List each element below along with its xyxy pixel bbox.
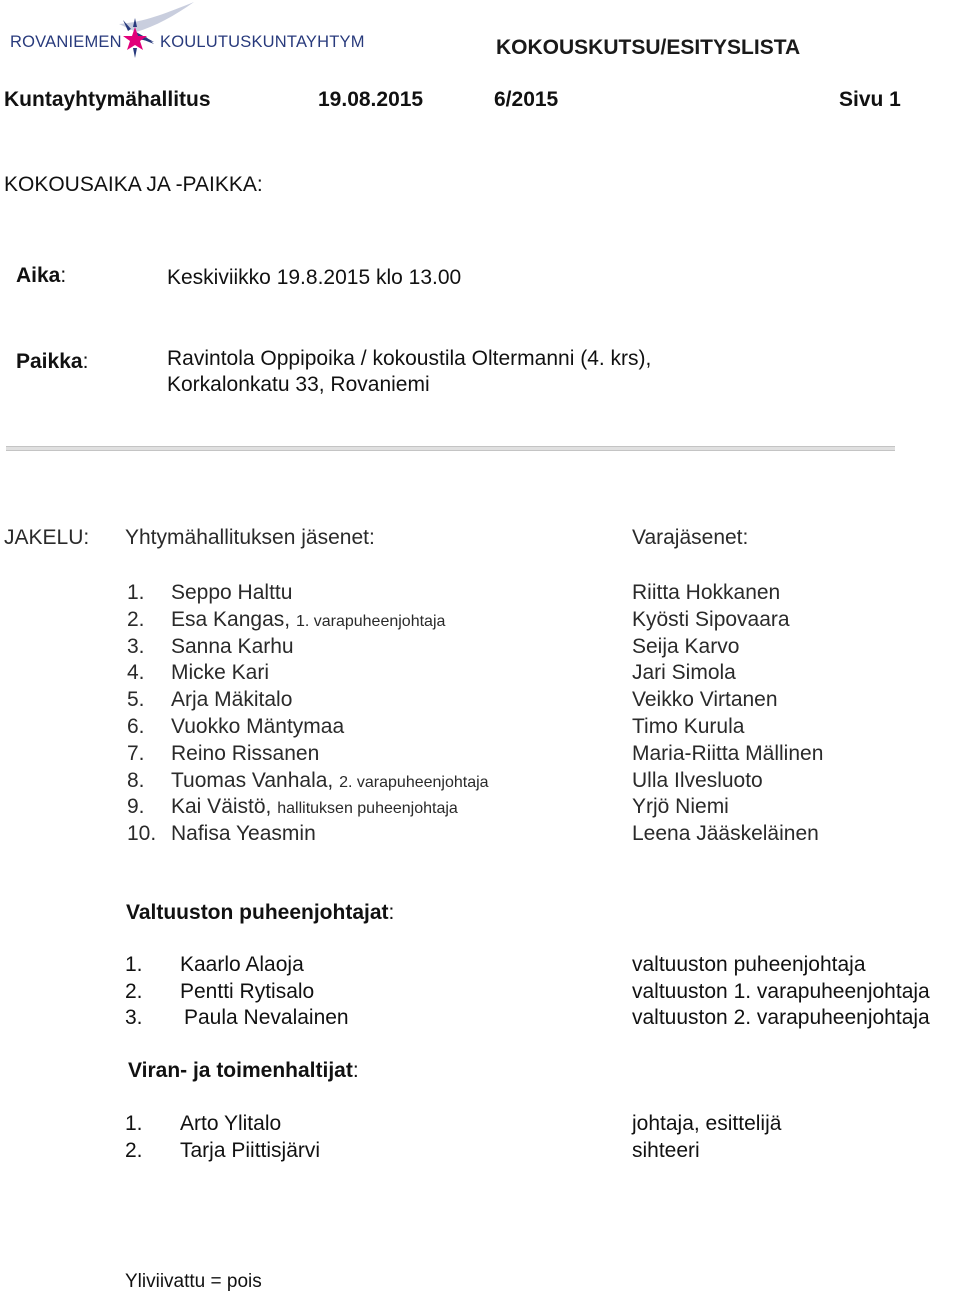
member-name: Seppo Halttu	[171, 581, 293, 604]
member-name: Micke Kari	[171, 661, 270, 685]
member-name-cell	[171, 581, 292, 605]
officials-heading-colon: :	[352, 1059, 359, 1082]
member-number: 1.	[127, 581, 145, 604]
member-name: Kai Väistö,	[171, 795, 272, 819]
member-name: Vuokko Mäntymaa	[171, 715, 345, 738]
deputy-name: Veikko Virtanen	[632, 688, 778, 712]
member-name-cell	[171, 742, 319, 766]
logo-text-left: ROVANIEMEN	[10, 33, 122, 51]
person-name: Pentti Rytisalo	[180, 979, 315, 1003]
deputy-name: Ulla Ilvesluoto	[632, 768, 763, 792]
member-row	[0, 635, 960, 662]
meeting-number: 6/2015	[494, 88, 559, 111]
organization-logo	[4, 0, 364, 62]
distribution-label: JAKELU:	[4, 526, 90, 549]
meeting-section-title: KOKOUSAIKA JA -PAIKKA:	[4, 173, 263, 196]
place-label-colon: :	[82, 350, 89, 373]
member-number: 4.	[127, 661, 145, 685]
member-role: hallituksen puheenjohtaja	[277, 800, 458, 818]
member-number: 6.	[127, 715, 145, 738]
person-name: Paula Nevalainen	[184, 1006, 349, 1029]
member-number: 7.	[127, 741, 145, 765]
place-label-text: Paikka	[16, 350, 83, 373]
member-name-cell	[171, 688, 292, 712]
person-role: valtuuston 2. varapuheenjohtaja	[632, 1006, 930, 1029]
time-label-colon: :	[60, 264, 67, 287]
section-divider	[6, 446, 895, 451]
member-name: Reino Rissanen	[171, 741, 320, 765]
deputy-name: Maria-Riitta Mällinen	[632, 741, 824, 765]
place-label	[16, 350, 88, 374]
member-row	[0, 822, 960, 849]
member-role: 1. varapuheenjohtaja	[295, 612, 446, 630]
logo-star-icon	[4, 0, 364, 62]
footnote: Yliviivattu = pois	[125, 1271, 262, 1292]
row-number: 1.	[125, 953, 143, 976]
row-number: 2.	[125, 1138, 143, 1162]
body-name: Kuntayhtymähallitus	[4, 88, 211, 111]
council-chairs-heading-text: Valtuuston puheenjohtajat	[126, 901, 389, 924]
row-number: 2.	[125, 979, 143, 1003]
member-number: 9.	[127, 795, 145, 819]
member-row	[0, 715, 960, 742]
row-number: 3.	[125, 1006, 143, 1029]
officials-heading-text: Viran- ja toimenhaltijat	[128, 1059, 353, 1082]
member-row	[0, 581, 960, 608]
member-row	[0, 795, 960, 822]
member-name: Arja Mäkitalo	[171, 688, 293, 712]
person-name: Tarja Piittisjärvi	[180, 1138, 321, 1162]
page-number: Sivu 1	[839, 88, 901, 111]
member-name: Sanna Karhu	[171, 634, 294, 658]
member-row	[0, 688, 960, 715]
deputy-name: Jari Simola	[632, 661, 736, 685]
member-number: 10.	[127, 822, 157, 846]
member-name: Tuomas Vanhala,	[171, 768, 334, 792]
member-name-cell	[171, 715, 344, 739]
person-role: valtuuston 1. varapuheenjohtaja	[632, 979, 930, 1003]
person-role: johtaja, esittelijä	[632, 1112, 782, 1135]
person-name: Kaarlo Alaoja	[180, 953, 304, 976]
time-label	[16, 264, 66, 288]
chairs-row	[0, 1006, 960, 1033]
meeting-date: 19.08.2015	[318, 88, 424, 111]
member-row	[0, 661, 960, 688]
member-number: 2.	[127, 607, 145, 631]
deputies-heading: Varajäsenet:	[632, 526, 749, 549]
logo-text-right: KOULUTUSKUNTAYHTYMÄ	[160, 33, 364, 51]
time-value: Keskiviikko 19.8.2015 klo 13.00	[167, 266, 462, 289]
member-number: 5.	[127, 688, 145, 712]
member-name-cell	[171, 635, 294, 659]
place-line-2: Korkalonkatu 33, Rovaniemi	[167, 373, 430, 396]
member-name: Nafisa Yeasmin	[171, 822, 316, 846]
person-name: Arto Ylitalo	[180, 1112, 282, 1135]
member-name-cell	[171, 769, 489, 793]
deputy-name: Leena Jääskeläinen	[632, 822, 819, 846]
member-number: 8.	[127, 768, 145, 792]
deputy-name: Kyösti Sipovaara	[632, 607, 790, 631]
chairs-row	[0, 980, 960, 1007]
council-chairs-heading	[126, 901, 394, 925]
row-number: 1.	[125, 1112, 143, 1135]
deputy-name: Seija Karvo	[632, 634, 740, 658]
place-line-1: Ravintola Oppipoika / kokoustila Oltermanni (4. krs),	[167, 347, 652, 370]
time-label-text: Aika	[16, 264, 61, 287]
officials-row	[0, 1139, 960, 1166]
member-row	[0, 608, 960, 635]
council-chairs-heading-colon: :	[388, 901, 395, 924]
deputy-name: Timo Kurula	[632, 715, 745, 738]
member-row	[0, 769, 960, 796]
officials-heading	[128, 1059, 359, 1083]
chairs-row	[0, 953, 960, 980]
person-role: valtuuston puheenjohtaja	[632, 953, 866, 976]
member-name-cell	[171, 795, 458, 819]
member-role: 2. varapuheenjohtaja	[339, 773, 489, 791]
document-type: KOKOUSKUTSU/ESITYSLISTA	[496, 36, 801, 59]
deputy-name: Riitta Hokkanen	[632, 581, 781, 604]
member-row	[0, 742, 960, 769]
member-name-cell	[171, 661, 269, 685]
member-name: Esa Kangas,	[171, 607, 291, 631]
officials-row	[0, 1112, 960, 1139]
member-name-cell	[171, 822, 316, 846]
member-name-cell	[171, 608, 445, 632]
person-role: sihteeri	[632, 1138, 700, 1162]
member-number: 3.	[127, 634, 145, 658]
members-heading: Yhtymähallituksen jäsenet:	[125, 526, 375, 549]
deputy-name: Yrjö Niemi	[632, 795, 729, 819]
